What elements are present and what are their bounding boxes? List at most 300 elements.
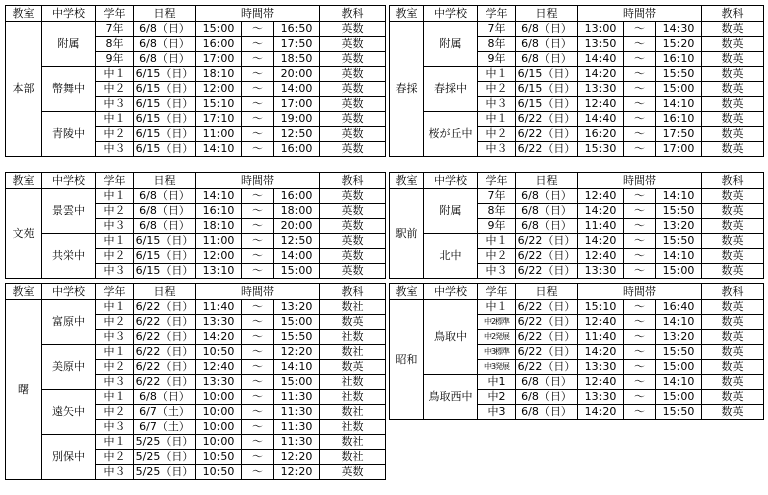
grade-cell: 9年 xyxy=(478,52,516,67)
tilde-separator: ～ xyxy=(624,234,656,249)
tilde-separator: ～ xyxy=(624,330,656,345)
grade-cell: 中３ xyxy=(96,420,134,435)
date-cell: 6/22（日） xyxy=(516,264,578,279)
grade-cell: 9年 xyxy=(96,52,134,67)
grade-cell: 中3 xyxy=(478,405,516,420)
tilde-separator: ～ xyxy=(624,375,656,390)
header-time: 時間帯 xyxy=(196,173,320,189)
start-time: 16:10 xyxy=(196,204,242,219)
tilde-separator: ～ xyxy=(242,97,274,112)
grade-cell: 中１ xyxy=(478,234,516,249)
end-time: 18:50 xyxy=(274,52,320,67)
grade-cell: 7年 xyxy=(478,22,516,37)
tilde-separator: ～ xyxy=(624,204,656,219)
tilde-separator: ～ xyxy=(624,219,656,234)
header-subject: 教科 xyxy=(702,173,764,189)
tilde-separator: ～ xyxy=(242,82,274,97)
tilde-separator: ～ xyxy=(624,264,656,279)
header-grade: 学年 xyxy=(478,284,516,300)
start-time: 12:00 xyxy=(196,82,242,97)
header-subject: 教科 xyxy=(702,6,764,22)
tilde-separator: ～ xyxy=(242,330,274,345)
tilde-separator: ～ xyxy=(242,204,274,219)
end-time: 16:40 xyxy=(656,300,702,315)
start-time: 10:50 xyxy=(196,450,242,465)
grade-cell: 8年 xyxy=(478,204,516,219)
grade-cell: 中１ xyxy=(478,112,516,127)
subject-cell: 英数 xyxy=(320,112,386,127)
end-time: 15:00 xyxy=(274,375,320,390)
start-time: 12:40 xyxy=(578,97,624,112)
start-time: 17:10 xyxy=(196,112,242,127)
table-row xyxy=(390,189,764,204)
header-grade: 学年 xyxy=(96,173,134,189)
date-cell: 6/15（日） xyxy=(134,67,196,82)
date-cell: 6/22（日） xyxy=(516,330,578,345)
schedule-table xyxy=(5,283,386,480)
date-cell: 6/8（日） xyxy=(516,204,578,219)
header-date: 日程 xyxy=(516,173,578,189)
header-school: 中学校 xyxy=(424,6,478,22)
end-time: 14:10 xyxy=(656,249,702,264)
end-time: 13:20 xyxy=(656,219,702,234)
subject-cell: 数英 xyxy=(702,52,764,67)
header-room: 教室 xyxy=(6,173,42,189)
table-row xyxy=(390,375,764,390)
start-time: 10:00 xyxy=(196,405,242,420)
subject-cell: 英数 xyxy=(320,22,386,37)
start-time: 14:20 xyxy=(578,234,624,249)
end-time: 16:50 xyxy=(274,22,320,37)
subject-cell: 数英 xyxy=(702,249,764,264)
end-time: 19:00 xyxy=(274,112,320,127)
start-time: 13:50 xyxy=(578,37,624,52)
end-time: 15:20 xyxy=(656,37,702,52)
tilde-separator: ～ xyxy=(242,37,274,52)
date-cell: 6/22（日） xyxy=(516,234,578,249)
date-cell: 6/7（土） xyxy=(134,420,196,435)
end-time: 14:10 xyxy=(656,189,702,204)
start-time: 16:20 xyxy=(578,127,624,142)
date-cell: 6/8（日） xyxy=(516,390,578,405)
header-school: 中学校 xyxy=(42,173,96,189)
subject-cell: 数社 xyxy=(320,435,386,450)
date-cell: 6/7（土） xyxy=(134,405,196,420)
table-row xyxy=(390,234,764,249)
tilde-separator: ～ xyxy=(242,67,274,82)
date-cell: 6/8（日） xyxy=(134,204,196,219)
start-time: 14:10 xyxy=(196,189,242,204)
schedule-table xyxy=(5,5,386,157)
start-time: 10:00 xyxy=(196,420,242,435)
grade-cell: 中３ xyxy=(478,264,516,279)
date-cell: 6/15（日） xyxy=(516,97,578,112)
end-time: 15:50 xyxy=(656,345,702,360)
date-cell: 6/8（日） xyxy=(134,22,196,37)
subject-cell: 英数 xyxy=(320,142,386,157)
schedule-honbu xyxy=(5,5,385,157)
table-row xyxy=(6,189,386,204)
end-time: 15:50 xyxy=(656,405,702,420)
tilde-separator: ～ xyxy=(242,390,274,405)
grade-cell: 中１ xyxy=(96,67,134,82)
tilde-separator: ～ xyxy=(242,345,274,360)
date-cell: 6/22（日） xyxy=(516,315,578,330)
start-time: 15:10 xyxy=(578,300,624,315)
header-date: 日程 xyxy=(134,6,196,22)
date-cell: 6/15（日） xyxy=(134,82,196,97)
grade-cell: 中２ xyxy=(96,127,134,142)
grade-cell: 中2発展 xyxy=(478,330,516,345)
end-time: 15:00 xyxy=(274,264,320,279)
date-cell: 6/15（日） xyxy=(134,97,196,112)
start-time: 11:40 xyxy=(196,300,242,315)
grade-cell: 中３ xyxy=(96,375,134,390)
start-time: 12:40 xyxy=(578,249,624,264)
subject-cell: 数英 xyxy=(320,315,386,330)
end-time: 20:00 xyxy=(274,219,320,234)
grade-cell: 9年 xyxy=(478,219,516,234)
start-time: 18:10 xyxy=(196,67,242,82)
end-time: 11:30 xyxy=(274,435,320,450)
subject-cell: 数英 xyxy=(702,219,764,234)
school-name: 附属 xyxy=(424,22,478,67)
start-time: 17:00 xyxy=(196,52,242,67)
tilde-separator: ～ xyxy=(242,264,274,279)
header-room: 教室 xyxy=(390,284,424,300)
header-school: 中学校 xyxy=(42,284,96,300)
start-time: 11:40 xyxy=(578,330,624,345)
subject-cell: 社数 xyxy=(320,390,386,405)
school-name: 共栄中 xyxy=(42,234,96,279)
subject-cell: 英数 xyxy=(320,249,386,264)
date-cell: 6/8（日） xyxy=(134,52,196,67)
schedule-table xyxy=(389,172,764,279)
subject-cell: 数英 xyxy=(320,360,386,375)
tilde-separator: ～ xyxy=(624,142,656,157)
date-cell: 6/15（日） xyxy=(516,67,578,82)
room-name: 駅前 xyxy=(390,189,424,279)
subject-cell: 数英 xyxy=(702,405,764,420)
date-cell: 6/22（日） xyxy=(134,330,196,345)
subject-cell: 数英 xyxy=(702,315,764,330)
date-cell: 6/15（日） xyxy=(134,142,196,157)
subject-cell: 数英 xyxy=(702,127,764,142)
subject-cell: 数英 xyxy=(702,375,764,390)
header-grade: 学年 xyxy=(96,6,134,22)
start-time: 12:40 xyxy=(196,360,242,375)
date-cell: 6/22（日） xyxy=(134,375,196,390)
grade-cell: 中２ xyxy=(96,450,134,465)
date-cell: 6/15（日） xyxy=(516,82,578,97)
date-cell: 6/15（日） xyxy=(134,264,196,279)
tilde-separator: ～ xyxy=(624,112,656,127)
start-time: 14:20 xyxy=(578,345,624,360)
grade-cell: 中３ xyxy=(96,142,134,157)
start-time: 13:10 xyxy=(196,264,242,279)
subject-cell: 数英 xyxy=(702,345,764,360)
header-row xyxy=(390,173,764,189)
grade-cell: 中３ xyxy=(96,330,134,345)
grade-cell: 中２ xyxy=(96,204,134,219)
start-time: 14:40 xyxy=(578,112,624,127)
header-room: 教室 xyxy=(390,6,424,22)
end-time: 16:10 xyxy=(656,112,702,127)
date-cell: 6/22（日） xyxy=(134,360,196,375)
date-cell: 6/22（日） xyxy=(134,345,196,360)
start-time: 14:20 xyxy=(578,67,624,82)
grade-cell: 8年 xyxy=(96,37,134,52)
grade-cell: 中2標準 xyxy=(478,315,516,330)
tilde-separator: ～ xyxy=(242,300,274,315)
subject-cell: 数英 xyxy=(702,37,764,52)
subject-cell: 英数 xyxy=(320,127,386,142)
room-name: 文苑 xyxy=(6,189,42,279)
date-cell: 5/25（日） xyxy=(134,450,196,465)
school-name: 別保中 xyxy=(42,435,96,480)
tilde-separator: ～ xyxy=(624,315,656,330)
date-cell: 6/22（日） xyxy=(516,127,578,142)
header-room: 教室 xyxy=(6,284,42,300)
subject-cell: 英数 xyxy=(320,219,386,234)
tilde-separator: ～ xyxy=(624,390,656,405)
end-time: 13:20 xyxy=(274,300,320,315)
grade-cell: 中１ xyxy=(96,345,134,360)
room-name: 曙 xyxy=(6,300,42,480)
school-name: 鳥取中 xyxy=(424,300,478,375)
end-time: 12:50 xyxy=(274,127,320,142)
header-row xyxy=(6,173,386,189)
end-time: 15:50 xyxy=(656,234,702,249)
subject-cell: 数英 xyxy=(702,22,764,37)
start-time: 10:00 xyxy=(196,435,242,450)
header-time: 時間帯 xyxy=(578,6,702,22)
start-time: 12:00 xyxy=(196,249,242,264)
grade-cell: 中３ xyxy=(478,142,516,157)
date-cell: 6/22（日） xyxy=(516,112,578,127)
grade-cell: 中２ xyxy=(96,315,134,330)
header-row xyxy=(390,284,764,300)
end-time: 17:50 xyxy=(274,37,320,52)
tilde-separator: ～ xyxy=(242,375,274,390)
grade-cell: 中１ xyxy=(96,112,134,127)
subject-cell: 英数 xyxy=(320,67,386,82)
tilde-separator: ～ xyxy=(624,22,656,37)
date-cell: 6/8（日） xyxy=(516,219,578,234)
grade-cell: 7年 xyxy=(478,189,516,204)
date-cell: 6/22（日） xyxy=(516,142,578,157)
tilde-separator: ～ xyxy=(624,67,656,82)
grade-cell: 中３ xyxy=(478,97,516,112)
header-grade: 学年 xyxy=(478,173,516,189)
header-date: 日程 xyxy=(134,284,196,300)
date-cell: 6/8（日） xyxy=(134,219,196,234)
date-cell: 5/25（日） xyxy=(134,435,196,450)
grade-cell: 中２ xyxy=(96,249,134,264)
end-time: 15:00 xyxy=(274,315,320,330)
end-time: 11:30 xyxy=(274,420,320,435)
start-time: 14:20 xyxy=(196,330,242,345)
tilde-separator: ～ xyxy=(624,97,656,112)
tilde-separator: ～ xyxy=(242,315,274,330)
tilde-separator: ～ xyxy=(242,465,274,480)
header-school: 中学校 xyxy=(424,284,478,300)
header-grade: 学年 xyxy=(96,284,134,300)
subject-cell: 数英 xyxy=(702,360,764,375)
subject-cell: 数英 xyxy=(702,67,764,82)
school-name: 鳥取西中 xyxy=(424,375,478,420)
date-cell: 6/8（日） xyxy=(134,189,196,204)
header-room: 教室 xyxy=(390,173,424,189)
start-time: 13:00 xyxy=(578,22,624,37)
end-time: 12:20 xyxy=(274,345,320,360)
date-cell: 6/22（日） xyxy=(134,315,196,330)
end-time: 14:00 xyxy=(274,249,320,264)
tilde-separator: ～ xyxy=(242,219,274,234)
tilde-separator: ～ xyxy=(242,405,274,420)
grade-cell: 中２ xyxy=(96,360,134,375)
start-time: 13:30 xyxy=(196,375,242,390)
subject-cell: 数英 xyxy=(702,300,764,315)
tilde-separator: ～ xyxy=(242,112,274,127)
tilde-separator: ～ xyxy=(624,345,656,360)
header-date: 日程 xyxy=(134,173,196,189)
table-row xyxy=(6,435,386,450)
grade-cell: 中３ xyxy=(96,97,134,112)
schedule-table xyxy=(389,283,764,420)
grade-cell: 中２ xyxy=(96,82,134,97)
tilde-separator: ～ xyxy=(242,234,274,249)
grade-cell: 8年 xyxy=(478,37,516,52)
end-time: 14:10 xyxy=(656,375,702,390)
header-school: 中学校 xyxy=(42,6,96,22)
tilde-separator: ～ xyxy=(242,435,274,450)
subject-cell: 英数 xyxy=(320,37,386,52)
subject-cell: 英数 xyxy=(320,234,386,249)
table-row xyxy=(390,67,764,82)
end-time: 17:50 xyxy=(656,127,702,142)
end-time: 16:00 xyxy=(274,189,320,204)
table-row xyxy=(6,345,386,360)
subject-cell: 数英 xyxy=(702,264,764,279)
subject-cell: 数英 xyxy=(702,82,764,97)
tilde-separator: ～ xyxy=(624,360,656,375)
end-time: 14:10 xyxy=(274,360,320,375)
start-time: 10:50 xyxy=(196,465,242,480)
table-row xyxy=(6,112,386,127)
grade-cell: 中３ xyxy=(96,264,134,279)
tilde-separator: ～ xyxy=(624,189,656,204)
header-time: 時間帯 xyxy=(196,284,320,300)
end-time: 11:30 xyxy=(274,405,320,420)
subject-cell: 数社 xyxy=(320,450,386,465)
school-name: 春採中 xyxy=(424,67,478,112)
date-cell: 6/8（日） xyxy=(516,405,578,420)
start-time: 14:20 xyxy=(578,405,624,420)
tilde-separator: ～ xyxy=(242,450,274,465)
start-time: 10:50 xyxy=(196,345,242,360)
grade-cell: 中２ xyxy=(96,405,134,420)
subject-cell: 数英 xyxy=(702,330,764,345)
end-time: 12:20 xyxy=(274,450,320,465)
date-cell: 6/22（日） xyxy=(516,345,578,360)
header-room: 教室 xyxy=(6,6,42,22)
date-cell: 6/22（日） xyxy=(516,249,578,264)
grade-cell: 中２ xyxy=(478,249,516,264)
end-time: 15:50 xyxy=(656,204,702,219)
schedule-table xyxy=(389,5,764,157)
school-name: 美原中 xyxy=(42,345,96,390)
tilde-separator: ～ xyxy=(624,52,656,67)
tilde-separator: ～ xyxy=(242,420,274,435)
date-cell: 6/8（日） xyxy=(516,37,578,52)
schedule-showa xyxy=(389,283,763,420)
date-cell: 6/22（日） xyxy=(516,360,578,375)
room-name: 昭和 xyxy=(390,300,424,420)
school-name: 青陵中 xyxy=(42,112,96,157)
header-row xyxy=(390,6,764,22)
table-row xyxy=(6,67,386,82)
end-time: 15:00 xyxy=(656,360,702,375)
date-cell: 6/8（日） xyxy=(516,22,578,37)
header-date: 日程 xyxy=(516,6,578,22)
date-cell: 6/15（日） xyxy=(134,249,196,264)
start-time: 15:10 xyxy=(196,97,242,112)
header-grade: 学年 xyxy=(478,6,516,22)
start-time: 15:00 xyxy=(196,22,242,37)
start-time: 18:10 xyxy=(196,219,242,234)
tilde-separator: ～ xyxy=(242,189,274,204)
header-subject: 教科 xyxy=(320,284,386,300)
school-name: 富原中 xyxy=(42,300,96,345)
date-cell: 6/15（日） xyxy=(134,112,196,127)
school-name: 桜が丘中 xyxy=(424,112,478,157)
header-subject: 教科 xyxy=(320,6,386,22)
grade-cell: 中１ xyxy=(96,234,134,249)
table-row xyxy=(6,390,386,405)
date-cell: 6/22（日） xyxy=(516,300,578,315)
subject-cell: 数英 xyxy=(702,234,764,249)
start-time: 14:40 xyxy=(578,52,624,67)
subject-cell: 数社 xyxy=(320,405,386,420)
header-time: 時間帯 xyxy=(196,6,320,22)
start-time: 14:20 xyxy=(578,204,624,219)
grade-cell: 中２ xyxy=(478,127,516,142)
subject-cell: 数英 xyxy=(702,112,764,127)
school-name: 幣舞中 xyxy=(42,67,96,112)
grade-cell: 中３ xyxy=(96,465,134,480)
schedule-bunen xyxy=(5,172,385,279)
date-cell: 6/8（日） xyxy=(516,375,578,390)
header-time: 時間帯 xyxy=(578,284,702,300)
end-time: 12:20 xyxy=(274,465,320,480)
end-time: 14:00 xyxy=(274,82,320,97)
grade-cell: 中3標準 xyxy=(478,345,516,360)
start-time: 10:00 xyxy=(196,390,242,405)
end-time: 13:20 xyxy=(656,330,702,345)
date-cell: 5/25（日） xyxy=(134,465,196,480)
grade-cell: 中２ xyxy=(478,82,516,97)
start-time: 14:10 xyxy=(196,142,242,157)
end-time: 18:00 xyxy=(274,204,320,219)
start-time: 11:00 xyxy=(196,234,242,249)
date-cell: 6/15（日） xyxy=(134,234,196,249)
school-name: 景雲中 xyxy=(42,189,96,234)
tilde-separator: ～ xyxy=(624,82,656,97)
end-time: 15:00 xyxy=(656,390,702,405)
end-time: 14:10 xyxy=(656,315,702,330)
end-time: 17:00 xyxy=(656,142,702,157)
